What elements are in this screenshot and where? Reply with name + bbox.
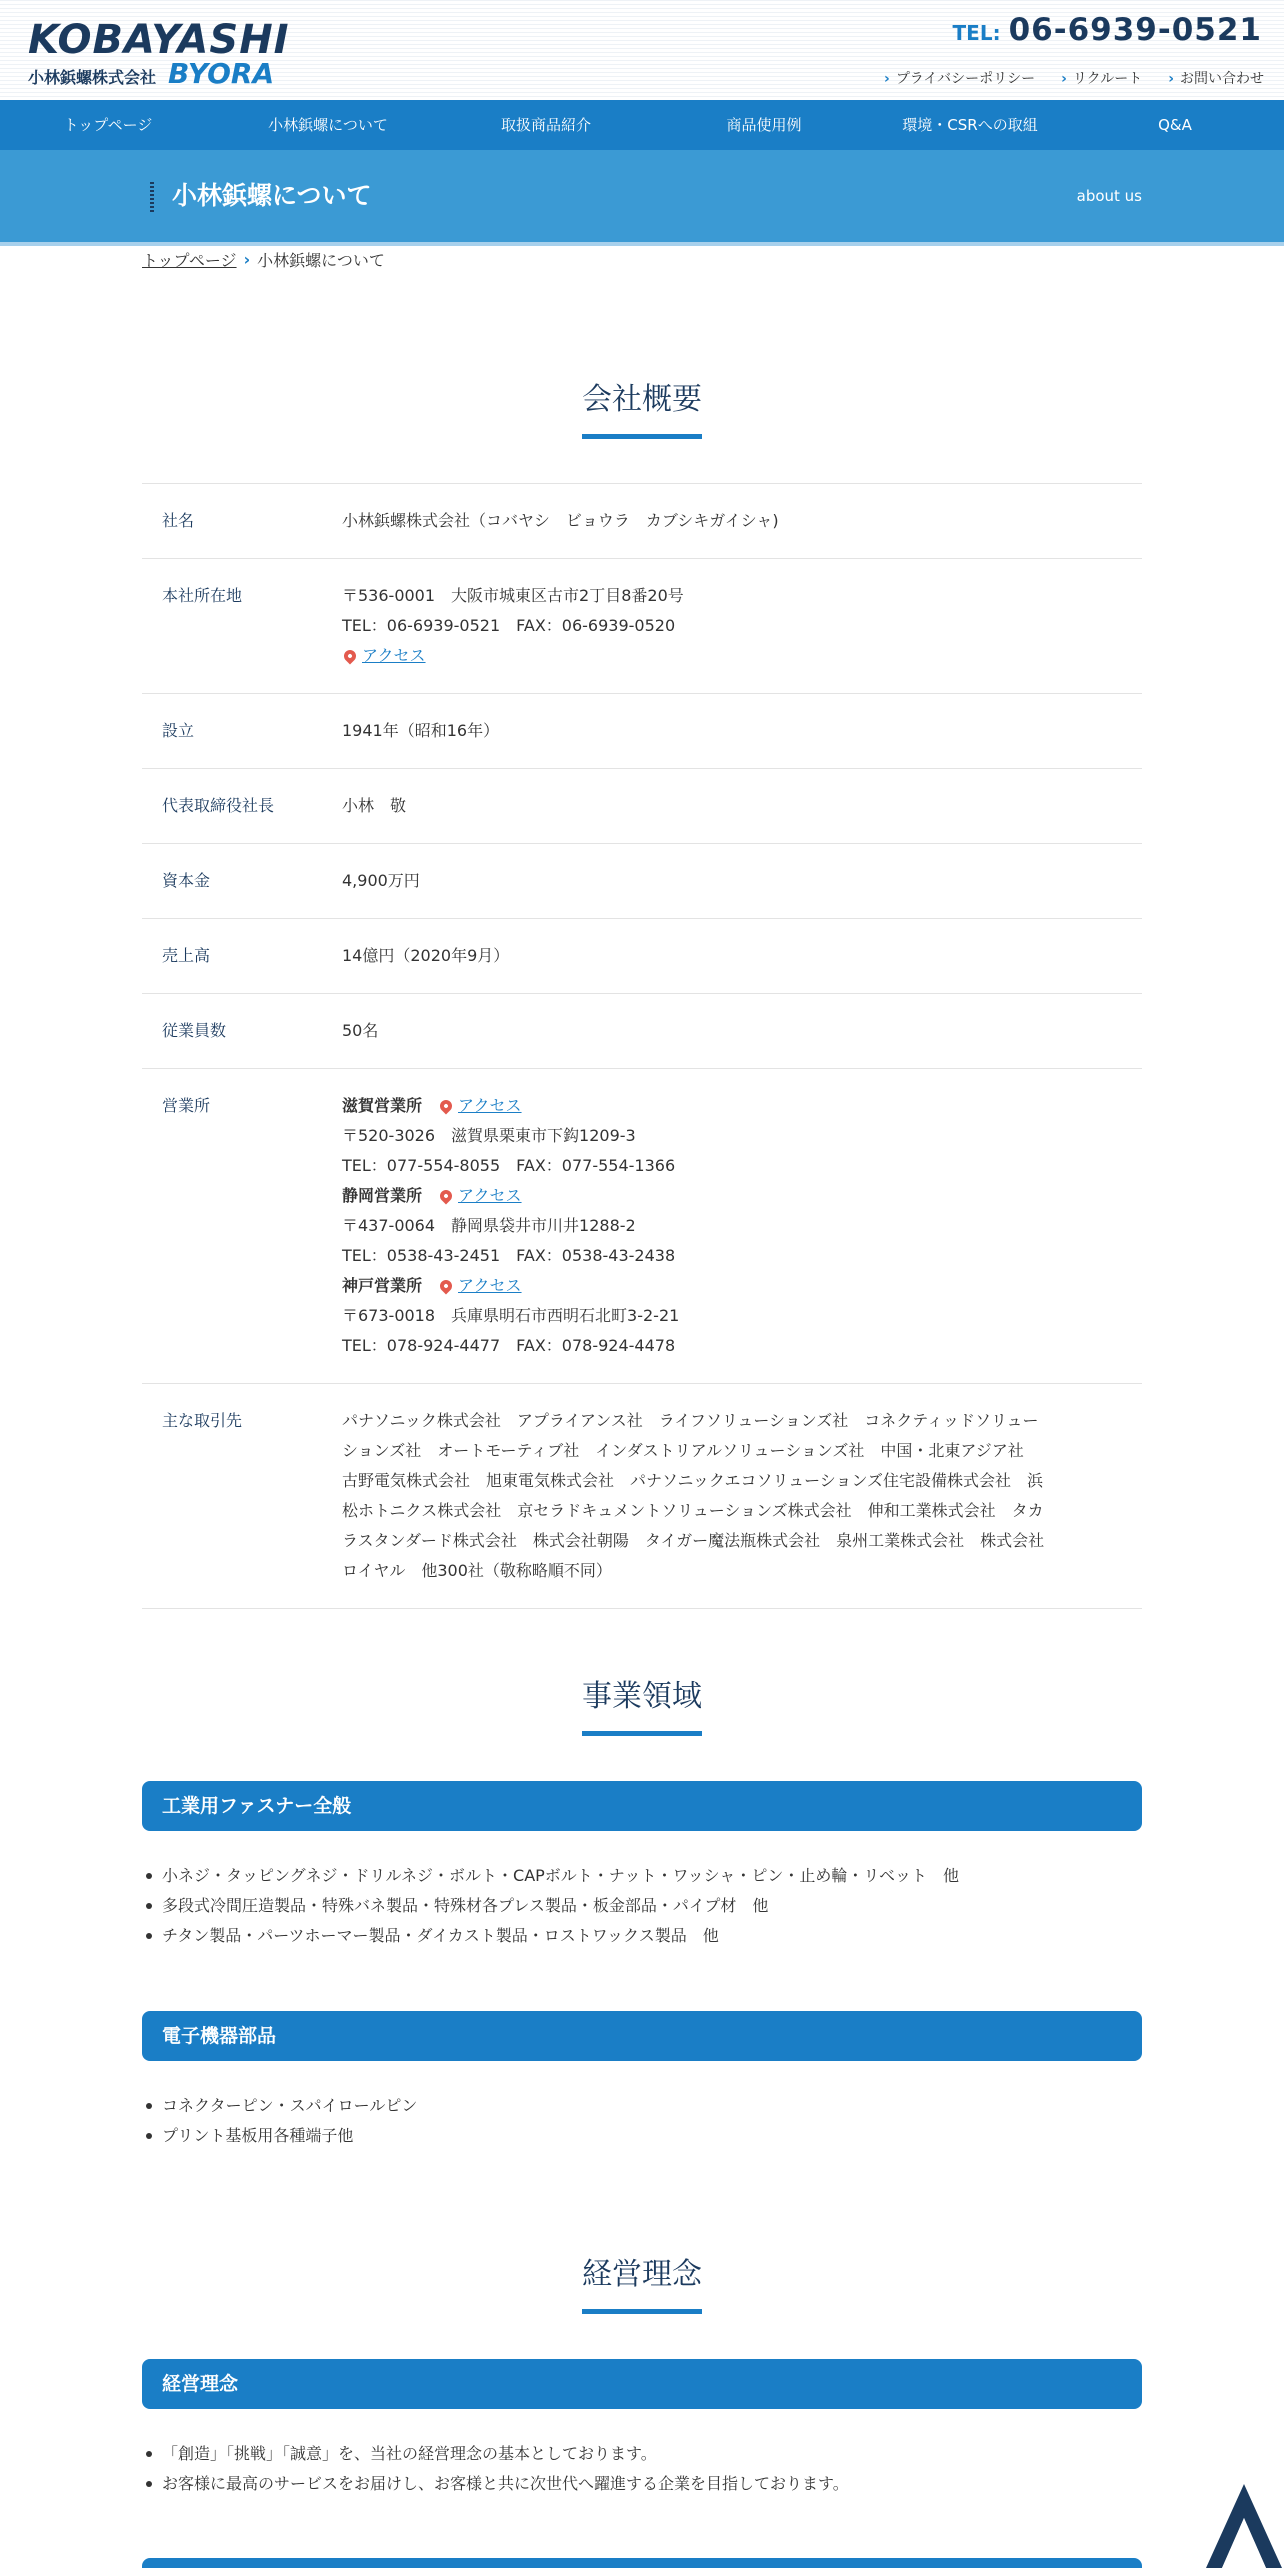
breadcrumb — [142, 248, 385, 271]
office-name: 神戸営業所 — [342, 1276, 423, 1295]
list-item: コネクターピン・スパイロールピン — [162, 2091, 417, 2121]
chevron-right-icon: › — [243, 250, 251, 269]
office-telfax: TEL：078-924-4477 FAX：078-924-4478 — [342, 1336, 676, 1355]
map-pin-icon — [438, 1188, 455, 1205]
recruit-link[interactable]: › リクルート — [1061, 68, 1142, 88]
heading-underline — [582, 1731, 702, 1736]
nav-item-qa[interactable]: Q&A — [1158, 116, 1192, 134]
row-label: 資本金 — [142, 844, 342, 919]
row-label: 社名 — [142, 484, 342, 559]
row-value: 4,900万円 — [342, 844, 1142, 919]
table-row — [142, 919, 1142, 994]
row-value: 小林 敬 — [342, 769, 1142, 844]
row-label: 代表取締役社長 — [142, 769, 342, 844]
nav-item-examples[interactable]: 商品使用例 — [726, 116, 802, 134]
header-phone[interactable] — [953, 12, 1262, 48]
category-bar-fasteners: 工業用ファスナー全般 — [142, 1781, 1142, 1831]
site-logo[interactable] — [28, 18, 290, 88]
table-row — [142, 994, 1142, 1069]
tel-label: TEL: — [952, 21, 1001, 45]
map-pin-icon — [438, 1098, 455, 1115]
office-name: 滋賀営業所 — [342, 1096, 423, 1115]
map-pin-icon — [438, 1278, 455, 1295]
clients-line: ラスタンダード株式会社 株式会社朝陽 タイガー魔法瓶株式会社 泉州工業株式会社 株式会社 — [342, 1531, 1045, 1550]
office-address: 〒520-3026 滋賀県栗東市下鈎1209-3 — [342, 1126, 636, 1145]
philosophy-list — [162, 2439, 849, 2499]
row-label: 主な取引先 — [142, 1384, 342, 1609]
heading-underline — [582, 434, 702, 439]
overview-title: 会社概要 — [582, 382, 702, 417]
breadcrumb-home-link[interactable]: トップページ — [142, 251, 237, 270]
tel-number: 06-6939-0521 — [1008, 12, 1262, 48]
nav-item-products[interactable]: 取扱商品紹介 — [500, 116, 592, 134]
hq-access-link[interactable]: アクセス — [362, 646, 426, 665]
philosophy-heading — [0, 2253, 1284, 2314]
row-value: 14億円（2020年9月） — [342, 919, 1142, 994]
nav-item-about[interactable]: 小林鋲螺について — [268, 116, 388, 134]
list-item: チタン製品・パーツホーマー製品・ダイカスト製品・ロストワックス製品 他 — [162, 1921, 959, 1951]
business-title: 事業領域 — [582, 1679, 702, 1714]
site-header — [0, 0, 1284, 100]
row-value: 小林鋲螺株式会社（コバヤシ ビョウラ カブシキガイシャ) — [342, 484, 1142, 559]
clients-line: ションズ社 オートモーティブ社 インダストリアルソリューションズ社 中国・北東アジア社 — [342, 1441, 1024, 1460]
hq-address: 〒536-0001 大阪市城東区古市2丁目8番20号 — [342, 586, 684, 605]
page-top-icon[interactable] — [1204, 2480, 1284, 2568]
privacy-policy-link[interactable]: › プライバシーポリシー — [884, 68, 1035, 88]
nav-item-csr[interactable]: 環境・CSRへの取組 — [902, 116, 1038, 134]
logo-byora: BYORA — [168, 57, 275, 90]
table-row — [142, 769, 1142, 844]
utility-links — [884, 68, 1264, 88]
table-row — [142, 844, 1142, 919]
row-value: 1941年（昭和16年） — [342, 694, 1142, 769]
list-item: 小ネジ・タッピングネジ・ドリルネジ・ボルト・CAPボルト・ナット・ワッシャ・ピン・止め輪・リベット 他 — [162, 1861, 959, 1891]
row-value — [342, 1384, 1142, 1609]
table-row — [142, 694, 1142, 769]
title-mark-icon — [150, 180, 154, 212]
logo-company-name: 小林鋲螺株式会社 — [28, 68, 157, 87]
row-value — [342, 559, 1142, 694]
list-item: プリント基板用各種端子他 — [162, 2121, 417, 2151]
electronics-list — [162, 2091, 417, 2151]
row-label: 売上高 — [142, 919, 342, 994]
row-label: 従業員数 — [142, 994, 342, 1069]
table-row — [142, 1069, 1142, 1384]
list-item: お客様に最高のサービスをお届けし、お客様と共に次世代へ躍進する企業を目指しております。 — [162, 2469, 849, 2499]
office-address: 〒673-0018 兵庫県明石市西明石北町3-2-21 — [342, 1306, 680, 1325]
list-item: 多段式冷間圧造製品・特殊バネ製品・特殊材各プレス製品・板金部品・パイプ材 他 — [162, 1891, 959, 1921]
office-name: 静岡営業所 — [342, 1186, 423, 1205]
clients-line: パナソニック株式会社 アプライアンス社 ライフソリューションズ社 コネクティッドソリュー — [342, 1411, 1039, 1430]
fasteners-list — [162, 1861, 959, 1951]
page-title: 小林鋲螺について — [172, 181, 372, 210]
logo-wordmark: KOBAYASHI — [28, 17, 290, 63]
hq-telfax: TEL：06-6939-0521 FAX：06-6939-0520 — [342, 616, 676, 635]
philosophy-title: 経営理念 — [582, 2257, 702, 2292]
page-title-en: about us — [1076, 187, 1142, 205]
contact-link[interactable]: › お問い合わせ — [1168, 68, 1264, 88]
table-row — [142, 1384, 1142, 1609]
category-bar-electronics: 電子機器部品 — [142, 2011, 1142, 2061]
breadcrumb-current: 小林鋲螺について — [257, 251, 385, 270]
global-nav — [0, 100, 1284, 150]
office-telfax: TEL：077-554-8055 FAX：077-554-1366 — [342, 1156, 676, 1175]
overview-heading — [0, 378, 1284, 439]
business-heading — [0, 1675, 1284, 1736]
table-row — [142, 559, 1142, 694]
office-access-link[interactable]: アクセス — [458, 1096, 522, 1115]
map-pin-icon — [342, 648, 359, 665]
office-access-link[interactable]: アクセス — [458, 1276, 522, 1295]
row-label: 本社所在地 — [142, 559, 342, 694]
nav-item-top[interactable]: トップページ — [63, 116, 153, 134]
table-row — [142, 484, 1142, 559]
clients-line: 松ホトニクス株式会社 京セラドキュメントソリューションズ株式会社 伸和工業株式会社 タカ — [342, 1501, 1044, 1520]
heading-underline — [582, 2309, 702, 2314]
clients-line: ロイヤル 他300社（敬称略順不同） — [342, 1561, 612, 1580]
page-title-band — [0, 150, 1284, 242]
list-item: 「創造」「挑戦」「誠意」を、当社の経営理念の基本としております。 — [162, 2439, 849, 2469]
office-telfax: TEL：0538-43-2451 FAX：0538-43-2438 — [342, 1246, 676, 1265]
next-category-bar — [142, 2558, 1142, 2568]
clients-line: 古野電気株式会社 旭東電気株式会社 パナソニックエコソリューションズ住宅設備株式会社 浜 — [342, 1471, 1043, 1490]
category-bar-philosophy: 経営理念 — [142, 2359, 1142, 2409]
office-address: 〒437-0064 静岡県袋井市川井1288-2 — [342, 1216, 636, 1235]
row-label: 設立 — [142, 694, 342, 769]
row-label: 営業所 — [142, 1069, 342, 1384]
company-overview-table — [142, 483, 1142, 1609]
row-value — [342, 1069, 1142, 1384]
office-access-link[interactable]: アクセス — [458, 1186, 522, 1205]
row-value: 50名 — [342, 994, 1142, 1069]
